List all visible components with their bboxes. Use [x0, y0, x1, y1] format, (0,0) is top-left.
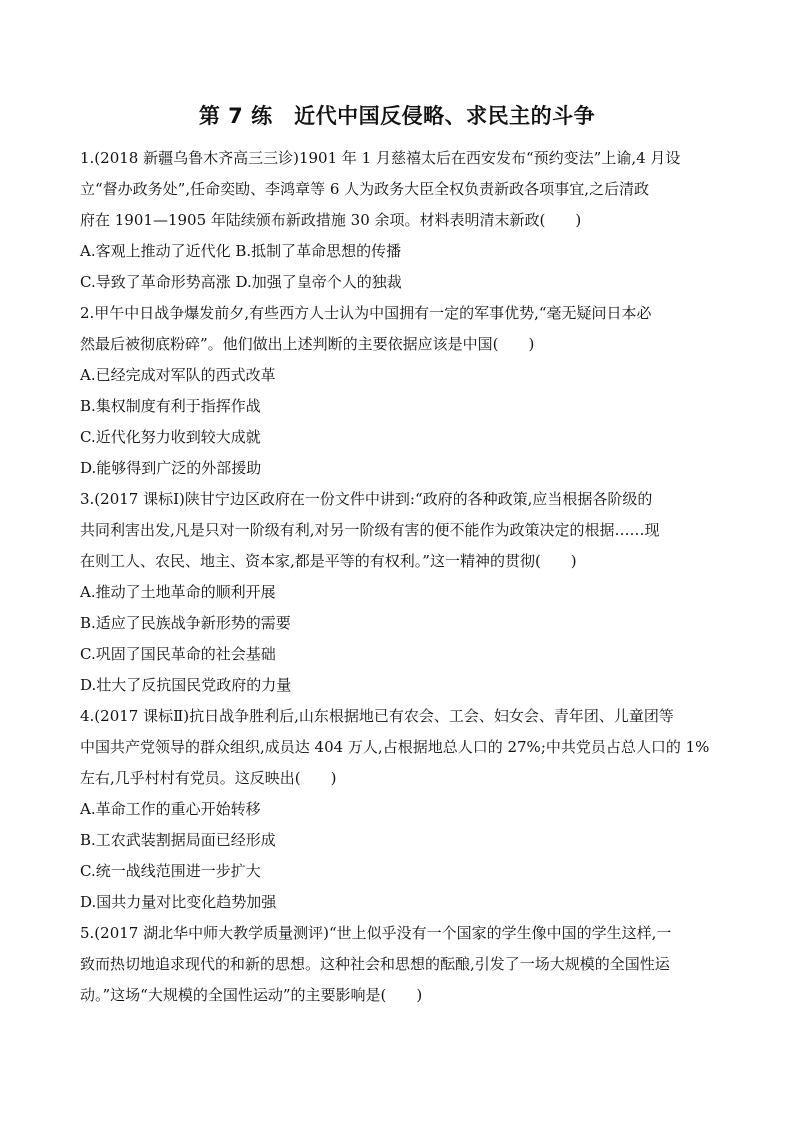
answer-option: C.巩固了国民革命的社会基础 [80, 645, 276, 663]
answer-option: A.革命工作的重心开始转移 [80, 800, 261, 818]
question-stem-line: 4.(2017 课标Ⅱ)抗日战争胜利后,山东根据地已有农会、工会、妇女会、青年团、儿童团等 [80, 707, 674, 725]
answer-option: B.工农武装割据局面已经形成 [80, 831, 276, 849]
answer-option: B.集权制度有利于指挥作战 [80, 397, 261, 415]
answer-option: A.客观上推动了近代化 B.抵制了革命思想的传播 [80, 242, 402, 260]
page-title: 第 7 练 近代中国反侵略、求民主的斗争 [198, 104, 596, 128]
question-stem-line: 共同利害出发,凡是只对一阶级有利,对另一阶级有害的便不能作为政策决定的根据……现 [80, 521, 660, 539]
answer-option: D.能够得到广泛的外部援助 [80, 459, 262, 477]
answer-option: C.近代化努力收到较大成就 [80, 428, 261, 446]
question-1 [80, 143, 720, 298]
question-stem-line: 中国共产党领导的群众组织,成员达 404 万人,占根据地总人口的 27%;中共党员占总人口的 1% [80, 738, 710, 756]
question-stem-line: 然最后被彻底粉碎”。他们做出上述判断的主要依据应该是中国( ) [80, 335, 535, 353]
question-2 [80, 298, 720, 484]
answer-option: A.推动了土地革命的顺利开展 [80, 583, 276, 601]
question-stem-line: 致而热切地追求现代的和新的思想。这种社会和思想的酝酿,引发了一场大规模的全国性运 [80, 955, 670, 973]
question-stem-line: 3.(2017 课标Ⅰ)陕甘宁边区政府在一份文件中讲到:“政府的各种政策,应当根据各阶级的 [80, 490, 653, 508]
answer-option: C.统一战线范围进一步扩大 [80, 862, 261, 880]
answer-option: B.适应了民族战争新形势的需要 [80, 614, 291, 632]
question-stem-line: 1.(2018 新疆乌鲁木齐高三三诊)1901 年 1 月慈禧太后在西安发布“预约变法”上谕,4 月设 [80, 149, 681, 167]
answer-option: D.国共力量对比变化趋势加强 [80, 893, 277, 911]
question-5 [80, 918, 720, 1011]
answer-option: A.已经完成对军队的西式改革 [80, 366, 276, 384]
question-3 [80, 484, 720, 701]
question-4 [80, 701, 720, 918]
answer-option: D.壮大了反抗国民党政府的力量 [80, 676, 292, 694]
question-list [80, 143, 720, 1011]
question-stem-line: 在则工人、农民、地主、资本家,都是平等的有权利。”这一精神的贯彻( ) [80, 552, 577, 570]
question-stem-line: 左右,几乎村村有党员。这反映出( ) [80, 769, 337, 787]
question-stem-line: 动。”这场“大规模的全国性运动”的主要影响是( ) [80, 986, 423, 1004]
question-stem-line: 立“督办政务处”,任命奕劻、李鸿章等 6 人为政务大臣全权负责新政各项事宜,之后清政 [80, 180, 649, 198]
question-stem-line: 府在 1901—1905 年陆续颁布新政措施 30 余项。材料表明清末新政( ) [80, 211, 582, 229]
question-stem-line: 5.(2017 湖北华中师大教学质量测评)“世上似乎没有一个国家的学生像中国的学生这样,一 [80, 924, 672, 942]
question-stem-line: 2.甲午中日战争爆发前夕,有些西方人士认为中国拥有一定的军事优势,“毫无疑问日本必 [80, 304, 652, 322]
answer-option: C.导致了革命形势高涨 D.加强了皇帝个人的独裁 [80, 273, 402, 291]
